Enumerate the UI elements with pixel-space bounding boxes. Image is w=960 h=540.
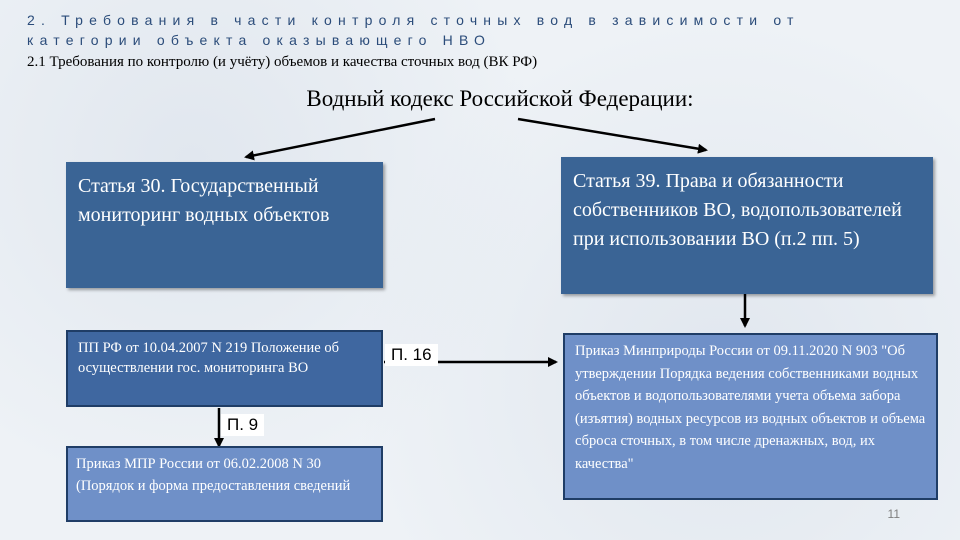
article-39-box: Статья 39. Права и обязанности собственников ВО, водопользователей при использовании ВО (п.2 пп. 5) <box>561 157 933 294</box>
edge-label-p9: П. 9 <box>221 414 264 436</box>
water-code-title: Водный кодекс Российской Федерации: <box>306 86 694 111</box>
edge-label-p16: П. 16 <box>385 344 438 366</box>
slide-heading: 2. Требования в части контроля сточных вод в зависимости от категории объекта оказывающего НВО <box>27 12 800 48</box>
arrow-root-to-article39 <box>518 119 706 150</box>
page-number: 11 <box>887 507 900 521</box>
mpr-order-box: Приказ МПР России от 06.02.2008 N 30 (Порядок и форма предоставления сведений <box>66 446 383 522</box>
article-30-box: Статья 30. Государственный мониторинг водных объектов <box>66 162 383 288</box>
slide-subheading: 2.1 Требования по контролю (и учёту) объемов и качества сточных вод (ВК РФ) <box>27 54 538 70</box>
arrow-root-to-article30 <box>246 119 435 157</box>
pp-219-box: ПП РФ от 10.04.2007 N 219 Положение об осуществлении гос. мониторинга ВО <box>66 330 383 407</box>
minprirody-order-box: Приказ Минприроды России от 09.11.2020 N 903 "Об утверждении Порядка ведения собственниками водных объектов и водопользователями учета объема забора (изъятия) водных ресурсов из водных объектов и объема сброса сточных, в том числе дренажных, вод, их качества" <box>563 333 938 500</box>
